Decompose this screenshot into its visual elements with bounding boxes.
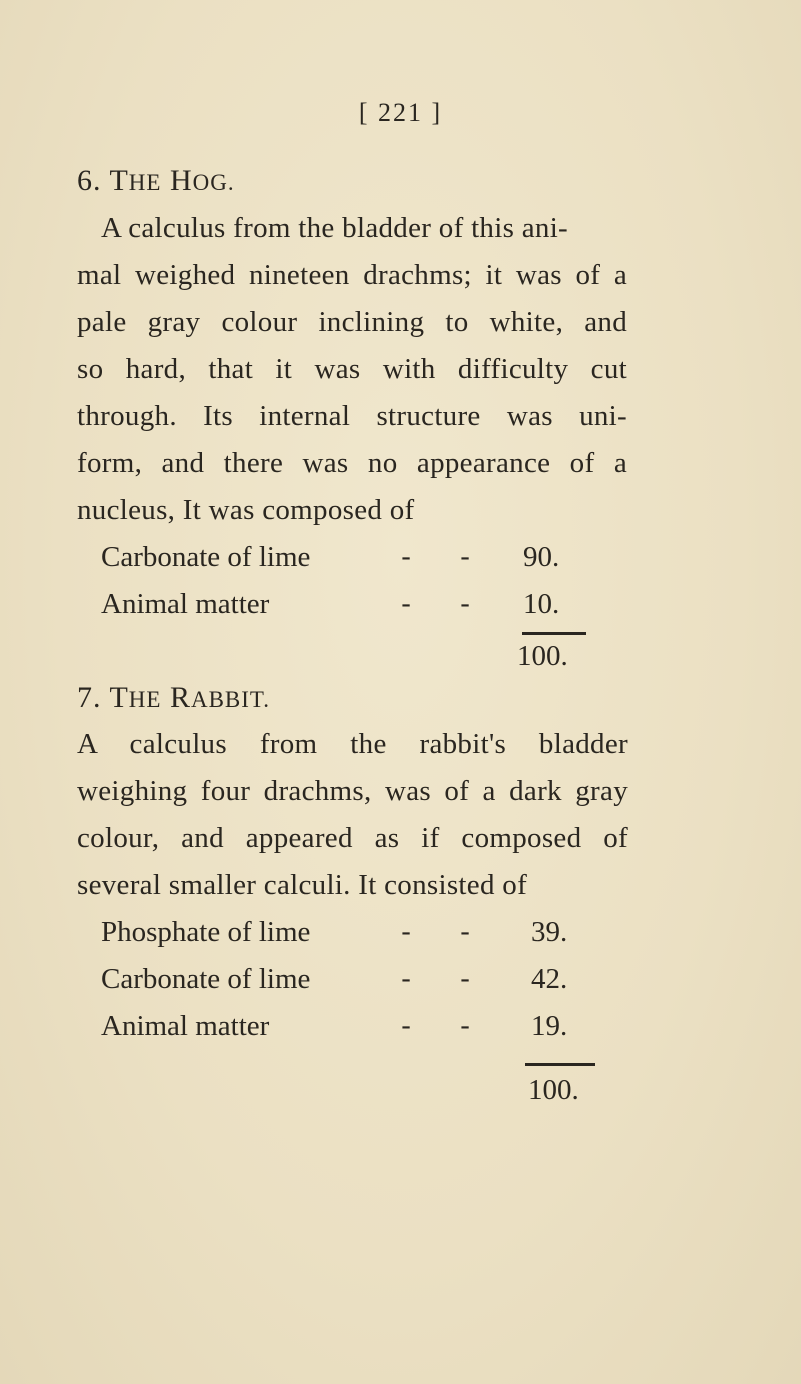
table-row-label: Animal matter xyxy=(101,588,270,620)
paragraph-line: pale gray colour inclining to white, and xyxy=(77,306,627,338)
paragraph-line: several smaller calculi. It consisted of xyxy=(77,869,528,901)
section-heading-hog xyxy=(77,164,235,198)
table-row-dash: - xyxy=(460,1010,470,1041)
section-number: 6. xyxy=(77,164,102,197)
table-row-value: 10. xyxy=(523,588,560,620)
table-row-dash: - xyxy=(460,588,470,619)
table-row-dash: - xyxy=(401,916,411,947)
heading-initial: R xyxy=(169,681,191,714)
table-row-label: Animal matter xyxy=(101,1010,270,1042)
sum-rule xyxy=(522,632,586,635)
paragraph-line: colour, and appeared as if composed of xyxy=(77,822,628,854)
table-row-dash: - xyxy=(401,588,411,619)
paragraph-line: so hard, that it was with difficulty cut xyxy=(77,353,627,385)
table-row-dash: - xyxy=(460,541,470,572)
table-total: 100. xyxy=(517,640,568,672)
paragraph-line: through. Its internal structure was uni- xyxy=(77,400,627,432)
heading-initial: T xyxy=(109,164,129,197)
section-number: 7. xyxy=(77,681,102,714)
table-total: 100. xyxy=(528,1074,579,1106)
table-row-dash: - xyxy=(460,963,470,994)
heading-initial: H xyxy=(169,164,193,197)
table-row-dash: - xyxy=(401,1010,411,1041)
heading-initial: T xyxy=(109,681,129,714)
table-row-value: 19. xyxy=(531,1010,568,1042)
table-row-label: Phosphate of lime xyxy=(101,916,311,948)
paragraph-line: A calculus from the bladder of this ani- xyxy=(101,212,569,244)
page-header: [ 221 ] xyxy=(358,98,443,127)
paragraph-line: form, and there was no appearance of a xyxy=(77,447,627,479)
table-row-value: 42. xyxy=(531,963,568,995)
table-row-value: 90. xyxy=(523,541,560,573)
table-row-dash: - xyxy=(460,916,470,947)
table-row-dash: - xyxy=(401,963,411,994)
heading-smallcaps: OG. xyxy=(192,170,235,195)
paragraph-line: mal weighed nineteen drachms; it was of a xyxy=(77,259,627,291)
paragraph-line: A calculus from the rabbit's bladder xyxy=(77,728,628,760)
table-row-label: Carbonate of lime xyxy=(101,541,311,573)
table-row-label: Carbonate of lime xyxy=(101,963,311,995)
paragraph-line: weighing four drachms, was of a dark gray xyxy=(77,775,628,807)
table-row-value: 39. xyxy=(531,916,568,948)
heading-smallcaps: HE xyxy=(128,687,162,712)
paragraph-line: nucleus, It was composed of xyxy=(77,494,415,526)
heading-smallcaps: ABBIT. xyxy=(190,687,271,712)
table-row-dash: - xyxy=(401,541,411,572)
section-heading-rabbit xyxy=(77,681,270,715)
sum-rule xyxy=(525,1063,595,1066)
heading-smallcaps: HE xyxy=(128,170,162,195)
